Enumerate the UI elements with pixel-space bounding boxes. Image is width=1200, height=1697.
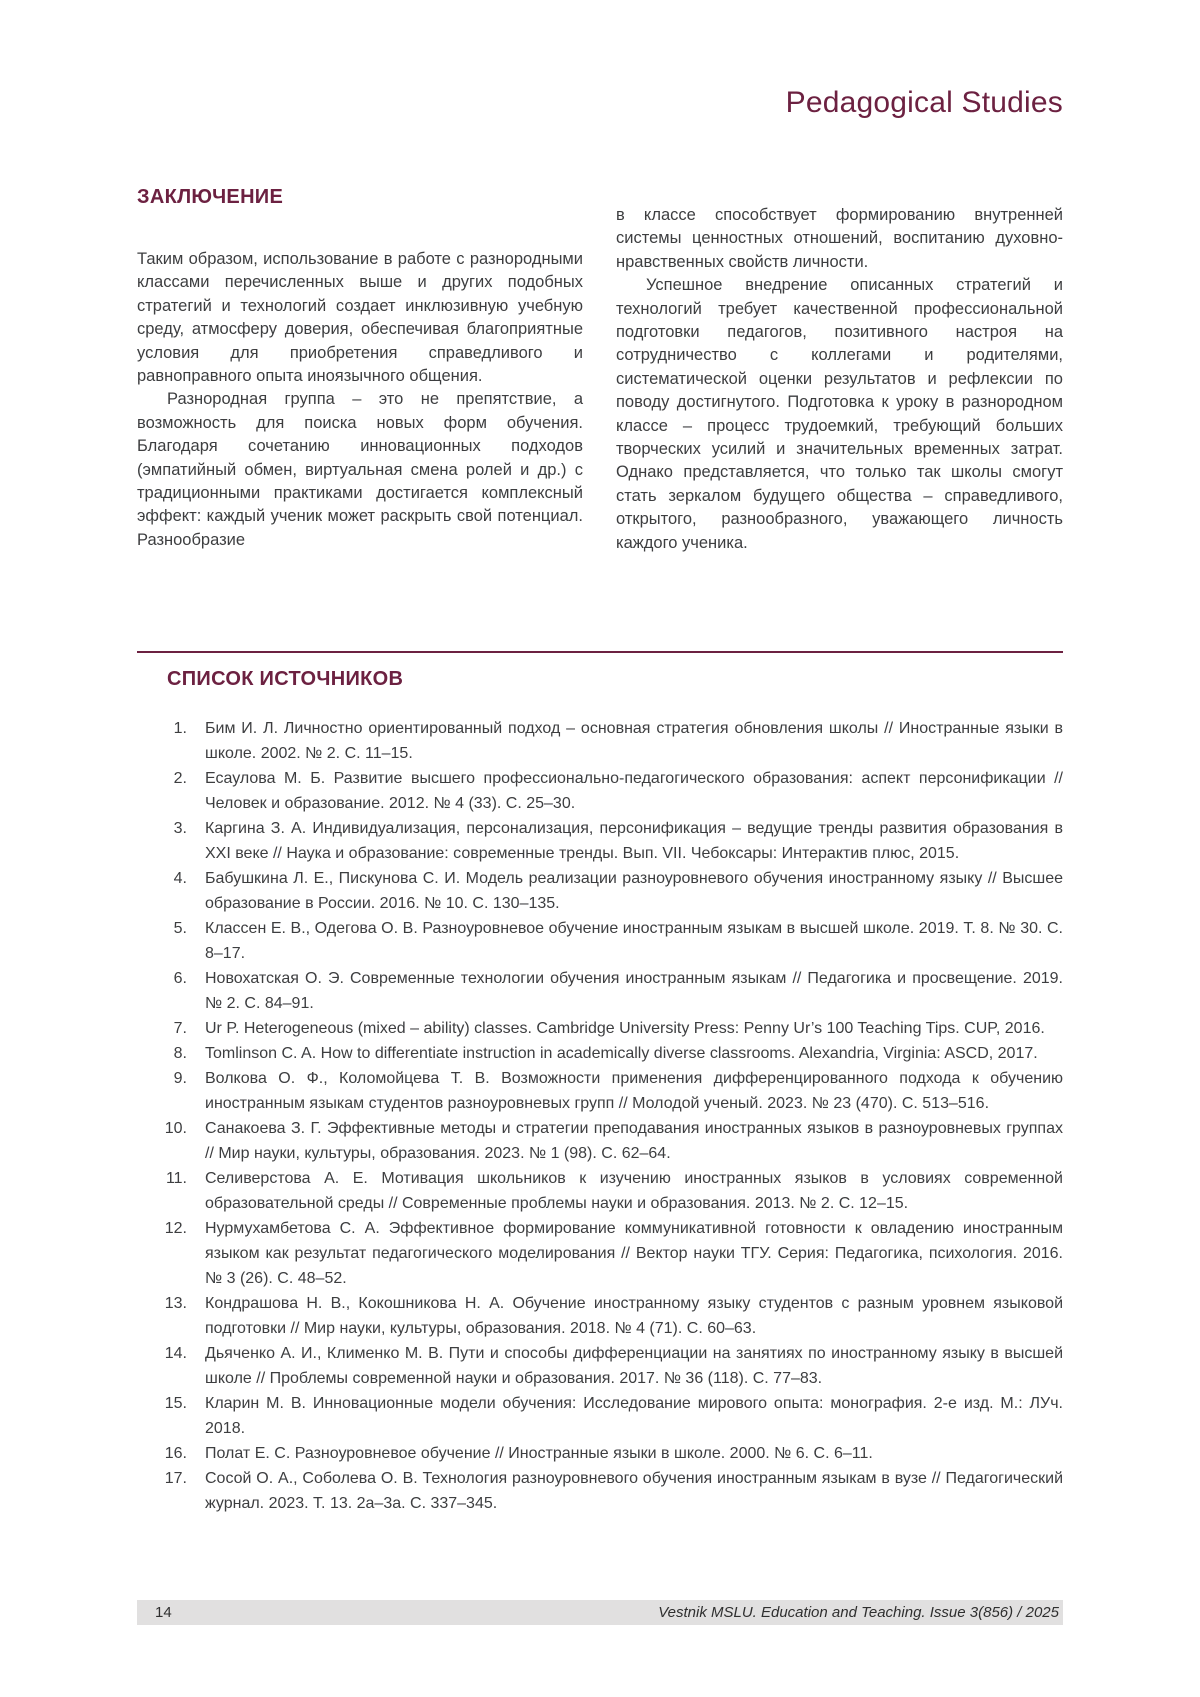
reference-text: Сосой О. А., Соболева О. В. Технология разноуровневого обучения иностранным языкам в вузе // Педагогический журнал. 2023. Т. 13. 2а–3а. С. 337–345. bbox=[205, 1470, 1063, 1512]
conclusion-paragraph: Разнородная группа – это не препятствие, а возможность для поиска новых форм обучения. Благодаря сочетанию инновационных подходов (эмпатийный обмен, виртуальная смена ролей и др.) с традиционными практиками достигается комплексный эффект: каждый ученик может раскрыть свой потенциал. Разнообразие bbox=[137, 390, 583, 549]
reference-number: 3. bbox=[173, 820, 187, 837]
conclusion-left-column bbox=[137, 248, 583, 552]
reference-text: Кларин М. В. Инновационные модели обучения: Исследование мирового опыта: монография. 2-е изд. М.: ЛУч. 2018. bbox=[205, 1395, 1063, 1437]
reference-text: Есаулова М. Б. Развитие высшего профессионально-педагогического образования: аспект персонификации // Человек и образование. 2012. № 4 (33). С. 25–30. bbox=[205, 770, 1063, 812]
reference-item bbox=[137, 1066, 1063, 1116]
reference-text: Классен Е. В., Одегова О. В. Разноуровневое обучение иностранным языкам в высшей школе. 2019. Т. 8. № 30. С. 8–17. bbox=[205, 920, 1063, 962]
reference-text: Санакоева З. Г. Эффективные методы и стратегии преподавания иностранных языков в разноуровневых группах // Мир науки, культуры, образования. 2023. № 1 (98). С. 62–64. bbox=[205, 1120, 1063, 1162]
section-divider-rule bbox=[137, 651, 1063, 653]
page-title: Pedagogical Studies bbox=[785, 86, 1063, 119]
footer-bar bbox=[137, 1600, 1063, 1625]
footer-journal-line: Vestnik MSLU. Education and Teaching. Issue 3(856) / 2025 bbox=[658, 1604, 1059, 1621]
reference-number: 1. bbox=[173, 720, 187, 737]
reference-text: Бим И. Л. Личностно ориентированный подход – основная стратегия обновления школы // Иностранные языки в школе. 2002. № 2. С. 11–15. bbox=[205, 720, 1063, 762]
reference-number: 12. bbox=[164, 1220, 187, 1237]
reference-item bbox=[137, 966, 1063, 1016]
conclusion-right-column bbox=[616, 204, 1063, 555]
reference-item bbox=[137, 866, 1063, 916]
reference-text: Каргина З. А. Индивидуализация, персонализация, персонификация – ведущие тренды развития образования в XXI веке // Наука и образование: современные тренды. Вып. VII. Чебоксары: Интерактив плюс, 2015. bbox=[205, 820, 1063, 862]
reference-item bbox=[137, 716, 1063, 766]
reference-item bbox=[137, 916, 1063, 966]
conclusion-paragraph: Таким образом, использование в работе с разнородными классами перечисленных выше и других подобных стратегий и технологий создает инклюзивную учебную среду, атмосферу доверия, обеспечивая благоприятные условия для приобретения справедливого и равноправного опыта иноязычного общения. bbox=[137, 250, 583, 386]
reference-item bbox=[137, 816, 1063, 866]
conclusion-heading: ЗАКЛЮЧЕНИЕ bbox=[137, 186, 284, 208]
reference-text: Кондрашова Н. В., Кокошникова Н. А. Обучение иностранному языку студентов с разным уровнем языковой подготовки // Мир науки, культуры, образования. 2018. № 4 (71). С. 60–63. bbox=[205, 1295, 1063, 1337]
reference-number: 7. bbox=[173, 1020, 187, 1037]
reference-item bbox=[137, 1041, 1063, 1066]
reference-item bbox=[137, 1391, 1063, 1441]
reference-text: Новохатская О. Э. Современные технологии обучения иностранным языкам // Педагогика и просвещение. 2019. № 2. С. 84–91. bbox=[205, 970, 1063, 1012]
reference-number: 13. bbox=[164, 1295, 187, 1312]
references-list bbox=[137, 716, 1063, 1516]
reference-text: Волкова О. Ф., Коломойцева Т. В. Возможности применения дифференцированного подхода к обучению иностранным языкам студентов разноуровневых групп // Молодой ученый. 2023. № 23 (470). С. 513–516. bbox=[205, 1070, 1063, 1112]
reference-number: 6. bbox=[173, 970, 187, 987]
reference-number: 8. bbox=[173, 1045, 187, 1062]
reference-item bbox=[137, 1441, 1063, 1466]
reference-item bbox=[137, 1116, 1063, 1166]
reference-item bbox=[137, 1341, 1063, 1391]
reference-item bbox=[137, 1016, 1063, 1041]
footer-page-number: 14 bbox=[155, 1604, 172, 1621]
reference-item bbox=[137, 1216, 1063, 1291]
reference-number: 16. bbox=[164, 1445, 187, 1462]
reference-number: 17. bbox=[164, 1470, 187, 1487]
reference-number: 5. bbox=[173, 920, 187, 937]
reference-text: Tomlinson C. A. How to differentiate instruction in academically diverse classrooms. Alexandria, Virginia: ASCD, 2017. bbox=[205, 1045, 1038, 1062]
reference-text: Дьяченко А. И., Клименко М. В. Пути и способы дифференциации на занятиях по иностранному языку в высшей школе // Проблемы современной науки и образования. 2017. № 36 (118). С. 77–83. bbox=[205, 1345, 1063, 1387]
reference-number: 9. bbox=[173, 1070, 187, 1087]
reference-item bbox=[137, 1291, 1063, 1341]
reference-number: 11. bbox=[165, 1170, 187, 1187]
reference-number: 4. bbox=[173, 870, 187, 887]
reference-text: Селиверстова А. Е. Мотивация школьников к изучению иностранных языков в условиях современной образовательной среды // Современные проблемы науки и образования. 2013. № 2. С. 12–15. bbox=[205, 1170, 1063, 1212]
reference-text: Бабушкина Л. Е., Пискунова С. И. Модель реализации разноуровневого обучения иностранному языку // Высшее образование в России. 2016. № 10. С. 130–135. bbox=[205, 870, 1063, 912]
reference-text: Полат Е. С. Разноуровневое обучение // Иностранные языки в школе. 2000. № 6. С. 6–11. bbox=[205, 1445, 873, 1462]
reference-text: Ur P. Heterogeneous (mixed – ability) classes. Cambridge University Press: Penny Ur’s 100 Teaching Tips. CUP, 2016. bbox=[205, 1020, 1045, 1037]
reference-number: 14. bbox=[164, 1345, 187, 1362]
conclusion-paragraph: в классе способствует формированию внутренней системы ценностных отношений, воспитанию духовно-нравственных свойств личности. bbox=[616, 206, 1063, 271]
reference-number: 15. bbox=[164, 1395, 187, 1412]
reference-text: Нурмухамбетова С. А. Эффективное формирование коммуникативной готовности к овладению иностранным языком как результат педагогического моделирования // Вектор науки ТГУ. Серия: Педагогика, психология. 2016. № 3 (26). С. 48–52. bbox=[205, 1220, 1063, 1287]
conclusion-paragraph: Успешное внедрение описанных стратегий и технологий требует качественной профессиональной подготовки педагогов, позитивного настроя на сотрудничество с коллегами и родителями, систематической оценки результатов и рефлексии по поводу достигнутого. Подготовка к уроку в разнородном классе – процесс трудоемкий, требующий больших творческих усилий и значительных временных затрат. Однако представляется, что только так школы смогут стать зеркалом будущего общества – справедливого, открытого, разнообразного, уважающего личность каждого ученика. bbox=[616, 276, 1063, 552]
reference-item bbox=[137, 1166, 1063, 1216]
reference-item bbox=[137, 766, 1063, 816]
reference-number: 2. bbox=[173, 770, 187, 787]
reference-number: 10. bbox=[164, 1120, 187, 1137]
reference-item bbox=[137, 1466, 1063, 1516]
references-heading: СПИСОК ИСТОЧНИКОВ bbox=[167, 668, 404, 690]
